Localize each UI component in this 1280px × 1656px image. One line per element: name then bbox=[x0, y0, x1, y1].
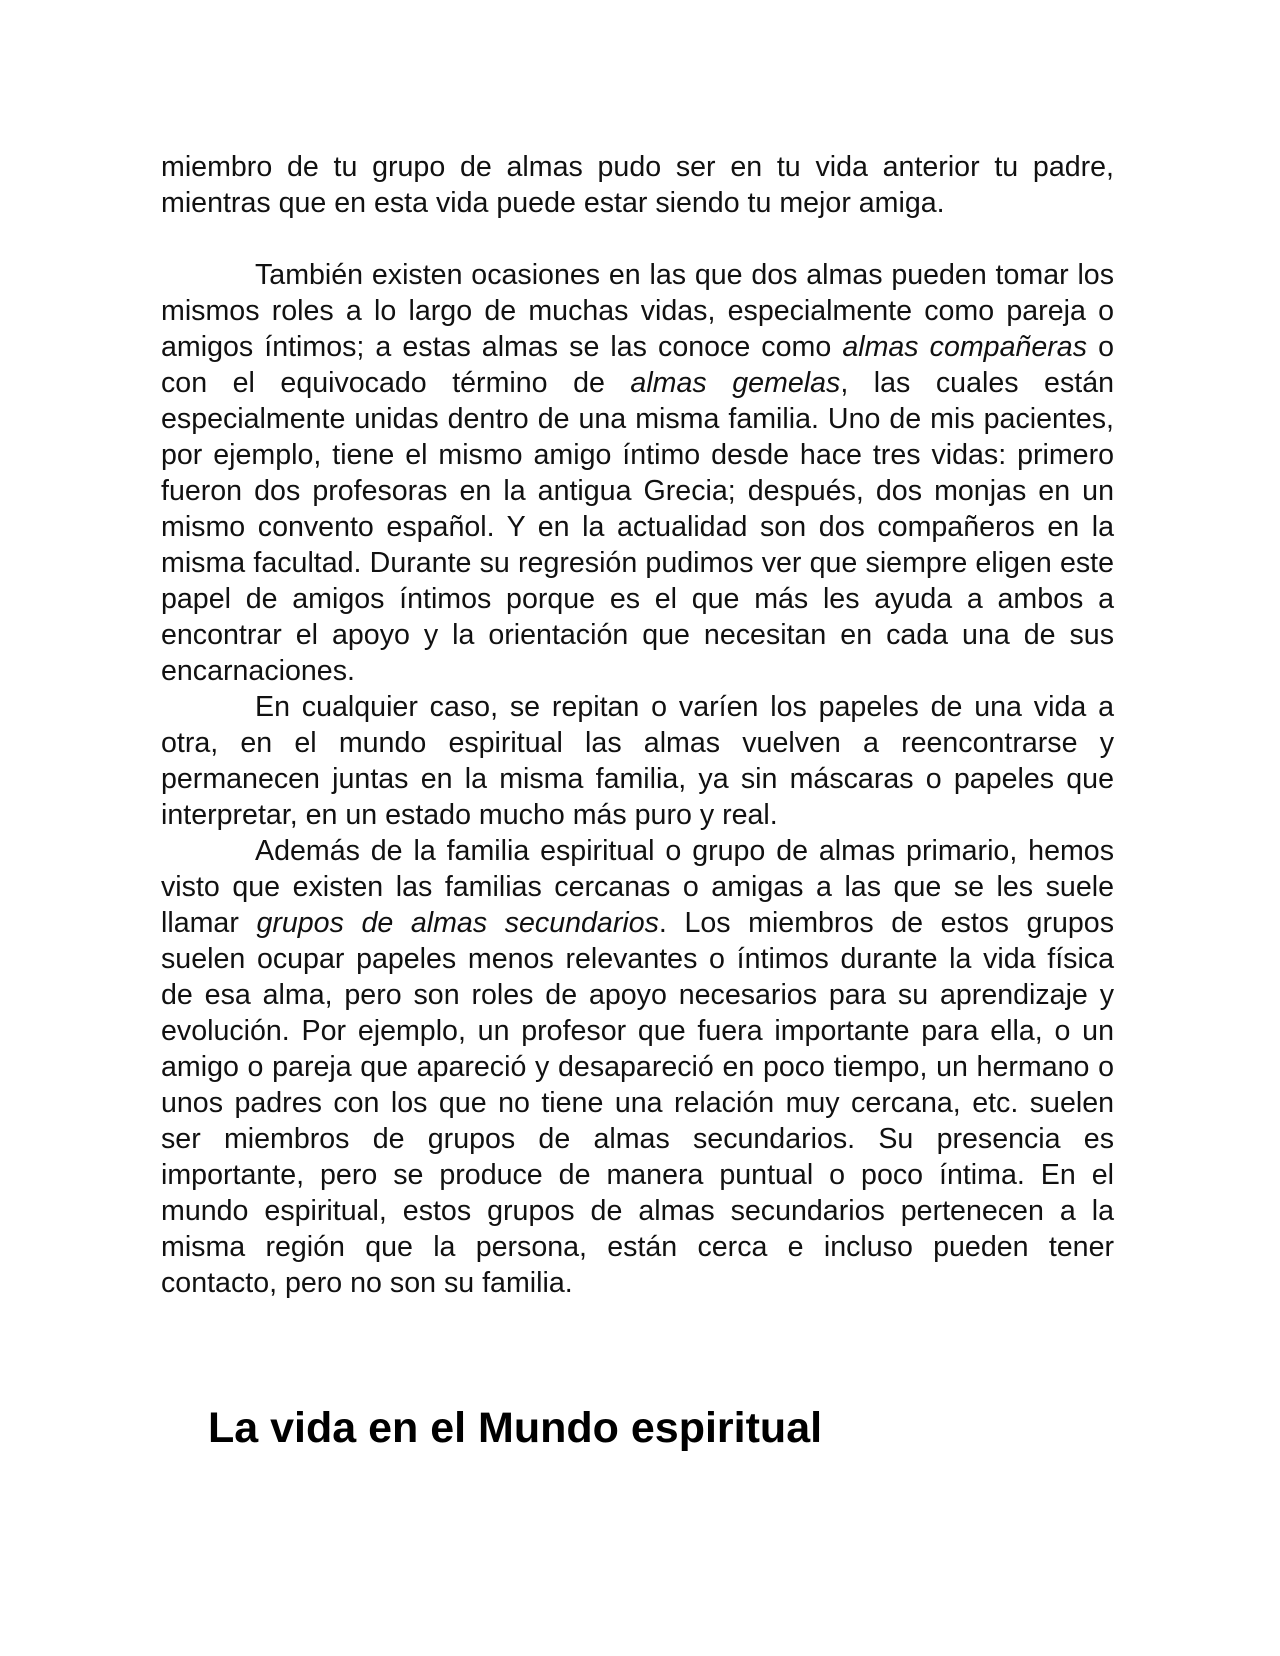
paragraph-text: En cualquier caso, se repitan o varíen los papeles de una vida a otra, en el mundo espiritual las almas vuelven a reencontrarse y permanecen juntas en la misma familia, ya sin máscaras o papeles que interpretar, en un estado mucho más puro y real. bbox=[161, 691, 1114, 831]
paragraph-text: miembro de tu grupo de almas pudo ser en tu vida anterior tu padre, mientras que en esta vida puede estar siendo tu mejor amiga. bbox=[161, 151, 1114, 219]
document-body bbox=[161, 149, 1114, 1301]
italic-term-almas-companeras: almas compañeras bbox=[842, 331, 1088, 363]
paragraph-continuation bbox=[161, 149, 1114, 221]
paragraph-text: También existen ocasiones en las que dos almas pueden tomar los mismos roles a lo largo de muchas vidas, especialmente como pareja o amigos íntimos; a estas almas se las conoce como bbox=[161, 259, 1114, 363]
paragraph-text: Además de la familia espiritual o grupo de almas primario, hemos visto que existen las familias cercanas o amigas a las que se les suele llamar bbox=[161, 835, 1114, 939]
italic-term-almas-gemelas: almas gemelas bbox=[630, 367, 841, 399]
paragraph-soulmates bbox=[161, 257, 1114, 689]
paragraph-roles bbox=[161, 689, 1114, 833]
paragraph-text: , las cuales están especialmente unidas dentro de una misma familia. Uno de mis pacientes, por ejemplo, tiene el mismo amigo íntimo desde hace tres vidas: primero fueron dos profesoras en la antigua Grecia; después, dos monjas en un mismo convento español. Y en la actualidad son dos compañeros en la misma facultad. Durante su regresión pudimos ver que siempre eligen este papel de amigos íntimos porque es el que más les ayuda a ambos a encontrar el apoyo y la orientación que necesitan en cada una de sus encarnaciones. bbox=[161, 367, 1114, 687]
italic-term-grupos-secundarios: grupos de almas secundarios bbox=[256, 907, 659, 939]
paragraph-text: o con el equivocado término de bbox=[161, 331, 1114, 399]
paragraph-text: . Los miembros de estos grupos suelen ocupar papeles menos relevantes o íntimos durante la vida física de esa alma, pero son roles de apoyo necesarios para su aprendizaje y evolución. Por ejemplo, un profesor que fuera importante para ella, o un amigo o pareja que apareció y desapareció en poco tiempo, un hermano o unos padres con los que no tiene una relación muy cercana, etc. suelen ser miembros de grupos de almas secundarios. Su presencia es importante, pero se produce de manera puntual o poco íntima. En el mundo espiritual, estos grupos de almas secundarios pertenecen a la misma región que la persona, están cerca e incluso pueden tener contacto, pero no son su familia. bbox=[161, 907, 1114, 1299]
paragraph-secondary-groups bbox=[161, 833, 1114, 1301]
section-heading: La vida en el Mundo espiritual bbox=[208, 1404, 823, 1452]
